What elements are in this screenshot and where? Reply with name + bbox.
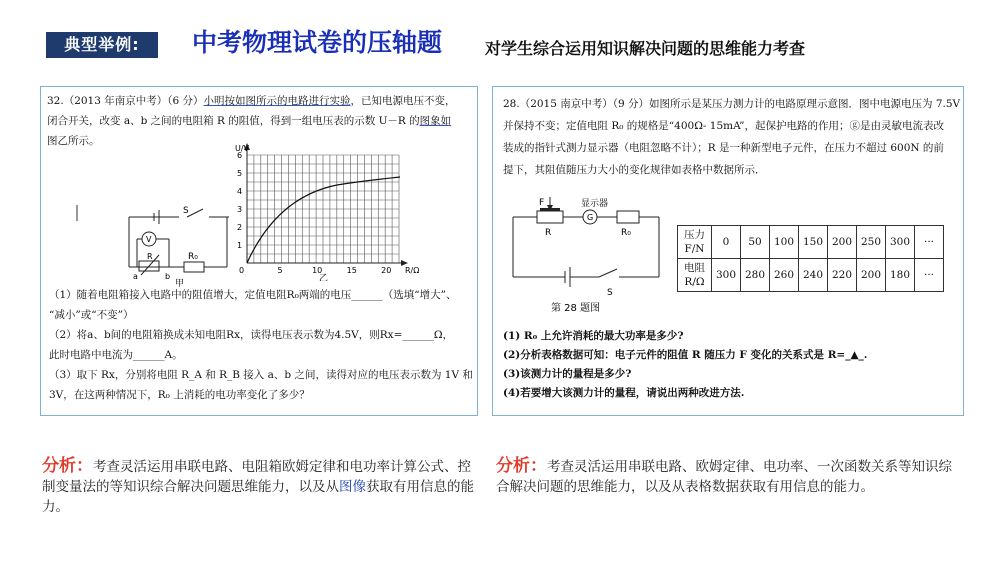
x-tick-label: 5 [277, 266, 283, 275]
image-link[interactable]: 图像 [339, 479, 366, 495]
circuit-label-v: V [146, 235, 152, 244]
table-cell: 150 [799, 226, 828, 259]
rq3: (3)该测力计的量程是多少? [503, 368, 632, 380]
table-cell: 260 [770, 259, 799, 292]
table-cell: ··· [915, 259, 944, 292]
slide-subtitle: 对学生综合运用知识解决问题的思维能力考查 [485, 39, 806, 58]
graph-x-label: R/Ω [405, 266, 420, 275]
table-header-cell [678, 226, 712, 259]
left-problem-panel [40, 86, 478, 416]
x-tick-label: 10 [312, 266, 323, 275]
u-r-graph [227, 141, 427, 281]
q3-line2: 3V，在这两种情况下，R₀ 上消耗的电功率变化了多少？ [49, 389, 310, 401]
rq4: (4)若要增大该测力计的量程，请说出两种改进方法. [503, 387, 745, 399]
graph-origin: 0 [239, 266, 245, 275]
x-tick-label: 20 [381, 266, 392, 275]
circuit-label-s: S [607, 288, 613, 298]
circuit-label-r: R [545, 228, 552, 238]
analysis-text: 考查灵活运用串联电路、欧姆定律、电功率、一次函数关系等知识综合解决问题的思维能力，以及从表格数据获取有用信息的能力。 [496, 459, 952, 495]
example-tag: 典型举例: [46, 32, 158, 58]
table-cell: 0 [712, 226, 741, 259]
circuit-caption: 第 28 题图 [551, 303, 601, 314]
table-cell: 50 [741, 226, 770, 259]
circuit-label-s: S [183, 206, 189, 216]
intro-line1a: 32.（2013 年南京中考）（6 分） [47, 95, 204, 107]
y-tick-label: 5 [237, 169, 243, 178]
q2-line1: （2）将a、b间的电阻箱换成未知电阻Rx，读得电压表示数为4.5V，则Rx=______Ω， [49, 329, 454, 341]
intro-line2: 闭合开关，改变 a、b 之间的电阻箱 R 的阻值，得到一组电压表的示数 U－R 的 [47, 115, 420, 127]
x-tick-label: 15 [346, 266, 357, 275]
circuit-label-r: R [147, 252, 153, 261]
r-line1: 28.（2015 南京中考）（9 分）如图所示是某压力测力计的电路原理示意图．图中电源电压为 7.5V [503, 98, 961, 110]
r-line3: 装成的指针式测力显示器（电阻忽略不计）；R 是一种新型电子元件，在压力不超过 600N 的前 [503, 142, 944, 154]
r-line4: 提下，其阻值随压力大小的变化规律如表格中数据所示． [503, 164, 766, 176]
pressure-resistance-table [677, 225, 944, 292]
table-cell: 200 [828, 226, 857, 259]
y-tick-label: 6 [237, 151, 243, 160]
graph-caption: 乙 [319, 274, 329, 281]
table-cell: 280 [741, 259, 770, 292]
rq1: (1) R₀ 上允许消耗的最大功率是多少? [503, 330, 684, 342]
intro-line1c: ，已知电源电压不变， [350, 95, 456, 107]
q1-line2: “减小”或“不变”） [49, 309, 134, 321]
circuit-label-b: b [165, 272, 171, 281]
table-row [678, 226, 944, 259]
intro-line1b: 小明按如图所示的电路进行实验 [203, 95, 351, 107]
table-cell: 300 [712, 259, 741, 292]
sub-questions-right [503, 327, 959, 403]
header-line: R/Ω [684, 276, 705, 288]
y-tick-label: 4 [237, 187, 243, 196]
analysis-left [42, 456, 478, 517]
analysis-text-a: 考查灵活运用串联电路、电阻箱欧姆定律和电功率计算公式、控制变量法的等知识综合解决问题思维能力，以及从 [42, 459, 471, 495]
circuit-caption: 甲 [175, 279, 185, 287]
r-line2: 并保持不变；定值电阻 R₀ 的规格是“400Ω- 15mA”，起保护电路的作用；ⓖ是由灵敏电流表改 [503, 120, 945, 132]
q1-line1: （1）随着电阻箱接入电路中的阻值增大，定值电阻R₀两端的电压______（选填“增大”、 [49, 289, 457, 301]
circuit-label-display: 显示器 [581, 199, 609, 209]
problem-intro-right [503, 93, 959, 181]
y-tick-label: 3 [237, 205, 243, 214]
y-tick-label: 1 [237, 241, 243, 250]
header-line: 电阻 [684, 262, 705, 274]
circuit-diagram-jia [69, 197, 229, 287]
circuit-label-f: F [539, 198, 545, 208]
table-cell: 250 [857, 226, 886, 259]
q3-line1: （3）取下 Rx，分别将电阻 R_A 和 R_B 接入 a、b 之间，读得对应的电压表示数为 1V 和 [49, 369, 473, 381]
table-cell: 180 [886, 259, 915, 292]
graph-y-label: U/V [235, 144, 250, 153]
circuit-label-r0: R₀ [621, 228, 631, 238]
header-line: 压力 [684, 229, 705, 241]
pressure-circuit-diagram [507, 195, 667, 315]
circuit-label-r0: R₀ [188, 252, 198, 262]
intro-line2-underlined: 图象如 [419, 115, 452, 127]
table-header-cell [678, 259, 712, 292]
rq2: (2)分析表格数据可知：电子元件的阻值 R 随压力 F 变化的关系式是 R=_▲_. [503, 349, 868, 361]
analysis-label: 分析： [42, 456, 93, 476]
circuit-label-g: G [587, 213, 594, 222]
analysis-label: 分析： [496, 456, 547, 476]
u-r-curve [247, 177, 400, 263]
table-cell: 300 [886, 226, 915, 259]
table-cell: ··· [915, 226, 944, 259]
slide-title: 中考物理试卷的压轴题 [192, 28, 443, 57]
table-row [678, 259, 944, 292]
circuit-label-a: a [133, 272, 138, 281]
y-tick-label: 2 [237, 223, 243, 232]
q2-line2: 此时电路中电流为______A。 [49, 349, 183, 361]
table-cell: 100 [770, 226, 799, 259]
header-line: F/N [684, 243, 705, 255]
right-problem-panel [492, 86, 964, 416]
table-cell: 240 [799, 259, 828, 292]
analysis-right [496, 456, 962, 497]
analysis-text-b: 获取有用信息的能力。 [42, 479, 474, 515]
table-cell: 200 [857, 259, 886, 292]
sub-questions [49, 285, 475, 405]
table-cell: 220 [828, 259, 857, 292]
intro-line3: 图乙所示。 [47, 135, 100, 147]
